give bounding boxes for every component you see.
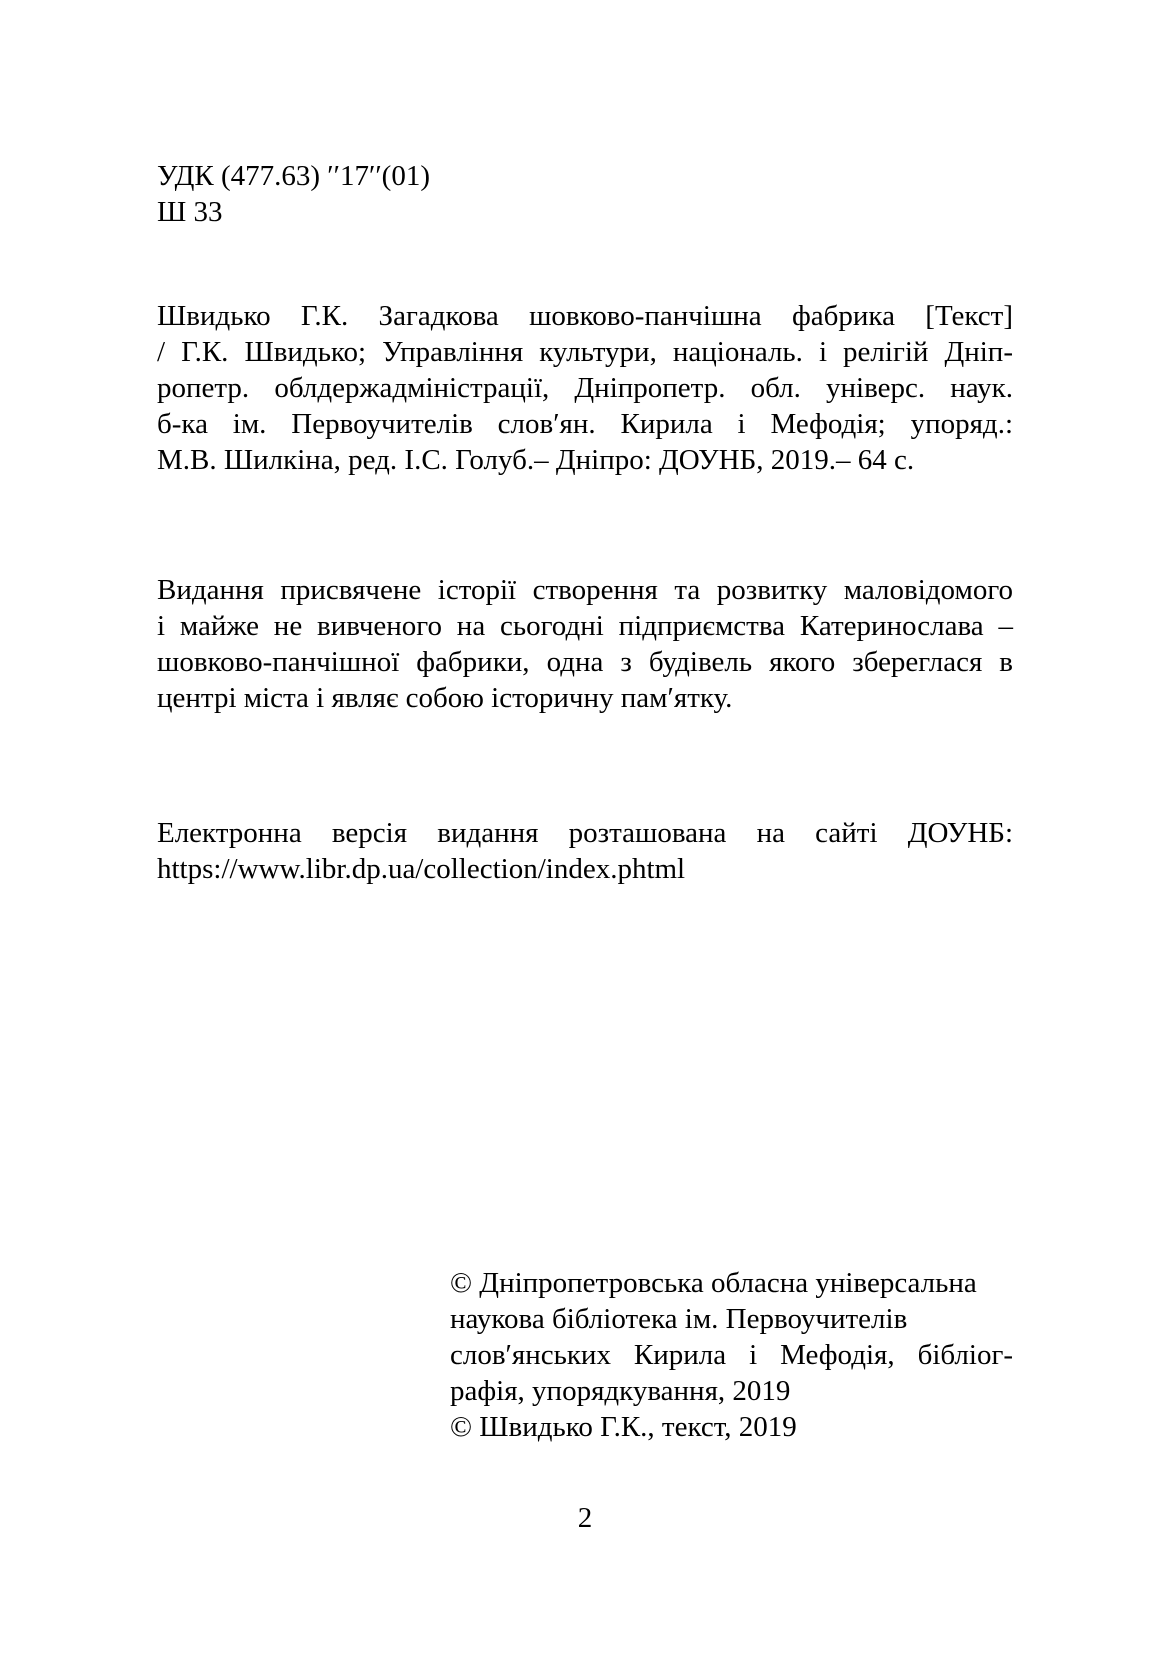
- bib-line: ропетр. облдержадміністрації, Дніпропетр. обл. універс. наук.: [157, 372, 1013, 404]
- page-number: 2: [577, 1502, 593, 1534]
- copyright-line: наукова бібліотека ім. Первоучителів: [450, 1303, 908, 1335]
- bib-line: / Г.К. Швидько; Управління культури, національ. і релігій Дніп-: [157, 336, 1013, 368]
- annotation-line: Видання присвячене історії створення та розвитку маловідомого: [157, 574, 1013, 606]
- author-mark: Ш 33: [157, 196, 223, 228]
- bib-line: М.В. Шилкіна, ред. І.С. Голуб.– Дніпро: ДОУНБ, 2019.– 64 с.: [157, 444, 915, 476]
- annotation-line: і майже не вивченого на сьогодні підприємства Катеринослава –: [157, 610, 1013, 642]
- bib-line: б-ка ім. Первоучителів слов′ян. Кирила і Мефодія; упоряд.:: [157, 408, 1013, 440]
- copyright-line: © Дніпропетровська обласна універсальна: [450, 1267, 977, 1299]
- copyright-line: рафія, упорядкування, 2019: [450, 1375, 791, 1407]
- udk-block: [157, 158, 1013, 230]
- copyright-line: © Швидько Г.К., текст, 2019: [450, 1411, 797, 1443]
- annotation-line: центрі міста і являє собою історичну пам′ятку.: [157, 682, 733, 714]
- electronic-version-url: https://www.libr.dp.ua/collection/index.phtml: [157, 853, 686, 885]
- udk-code: УДК (477.63) ′′17′′(01): [157, 160, 430, 192]
- bibliographic-record: [157, 298, 1013, 478]
- copyright-block: [450, 1265, 1013, 1445]
- annotation: [157, 572, 1013, 716]
- electronic-version-text: Електронна версія видання розташована на сайті ДОУНБ:: [157, 817, 1013, 849]
- copyright-line: слов′янських Кирила і Мефодія, бібліог-: [450, 1339, 1013, 1371]
- annotation-line: шовково-панчішної фабрики, одна з будівель якого збереглася в: [157, 646, 1013, 678]
- electronic-version-note: [157, 815, 1013, 887]
- bib-line: Швидько Г.К. Загадкова шовково-панчішна фабрика [Текст]: [157, 300, 1013, 332]
